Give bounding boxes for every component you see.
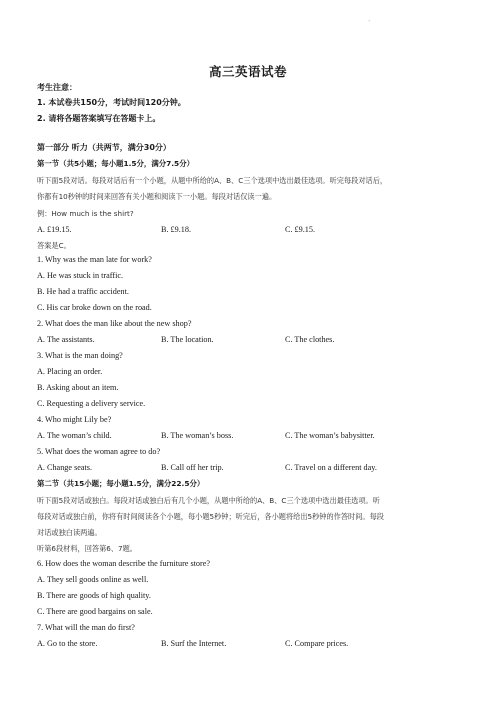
question-7: 7. What will the man do first?	[37, 623, 135, 632]
section2-heading: 第二节（共15小题；每小题1.5分，满分22.5分）	[37, 479, 205, 488]
question-4-option-b: B. The woman’s boss.	[161, 431, 234, 440]
question-7-option-b: B. Surf the Internet.	[161, 639, 227, 648]
example-option-a: A. £19.15.	[37, 225, 72, 234]
question-5-option-b: B. Call off her trip.	[161, 463, 224, 472]
question-5-option-c: C. Travel on a different day.	[285, 463, 377, 472]
question-2: 2. What does the man like about the new shop?	[37, 319, 192, 328]
notice-item-1: 1. 本试卷共150分，考试时间120分钟。	[37, 98, 186, 107]
question-4-option-c: C. The woman’s babysitter.	[285, 431, 375, 440]
question-2-option-b: B. The location.	[161, 335, 214, 344]
notice-heading: 考生注意：	[37, 83, 77, 92]
section2-instructions-line1: 听下面5段对话或独白。每段对话或独白后有几个小题，从题中所给的A、B、C三个选项中选出最佳选项。听	[37, 496, 380, 505]
question-2-option-c: C. The clothes.	[285, 335, 335, 344]
example-option-c: C. £9.15.	[285, 225, 316, 234]
question-5-option-a: A. Change seats.	[37, 463, 93, 472]
question-1-option-a: A. He was stuck in traffic.	[37, 271, 124, 280]
example-question: 例：How much is the shirt?	[37, 209, 134, 218]
question-5: 5. What does the woman agree to do?	[37, 447, 161, 456]
question-3: 3. What is the man doing?	[37, 351, 123, 360]
question-3-option-c: C. Requesting a delivery service.	[37, 399, 146, 408]
question-6: 6. How does the woman describe the furniture store?	[37, 559, 211, 568]
part1-heading: 第一部分 听力（共两节，满分30分）	[37, 143, 171, 152]
corner-mark: 、	[368, 17, 375, 23]
section2-instructions-line2: 每段对话或独白前，你将有时间阅读各个小题，每小题5秒钟；听完后，各小题将给出5秒钟的作答时间。每段	[37, 512, 384, 521]
section1-heading: 第一节（共5小题；每小题1.5分，满分7.5分）	[37, 159, 194, 168]
example-answer: 答案是C。	[37, 241, 71, 250]
question-7-option-a: A. Go to the store.	[37, 639, 98, 648]
page-title: 高三英语试卷	[208, 64, 287, 79]
question-6-option-b: B. There are goods of high quality.	[37, 591, 151, 600]
notice-item-2: 2. 请将各题答案填写在答题卡上。	[37, 114, 161, 123]
question-2-option-a: A. The assistants.	[37, 335, 95, 344]
question-6-option-c: C. There are good bargains on sale.	[37, 607, 153, 616]
example-option-b: B. £9.18.	[161, 225, 192, 234]
section1-instructions-line2: 你都有10秒钟的时间来回答有关小题和阅读下一小题。每段对话仅读一遍。	[37, 192, 277, 201]
material-note: 听第6段材料，回答第6、7题。	[37, 544, 137, 553]
question-7-option-c: C. Compare prices.	[285, 639, 349, 648]
question-6-option-a: A. They sell goods online as well.	[37, 575, 149, 584]
question-4-option-a: A. The woman’s child.	[37, 431, 112, 440]
section2-instructions-line3: 对话或独白读两遍。	[37, 528, 102, 537]
question-1: 1. Why was the man late for work?	[37, 255, 152, 264]
question-1-option-c: C. His car broke down on the road.	[37, 303, 152, 312]
question-1-option-b: B. He had a traffic accident.	[37, 287, 129, 296]
section1-instructions-line1: 听下面5段对话。每段对话后有一个小题，从题中所给的A、B、C三个选项中选出最佳选项。听完每段对话后，	[37, 176, 388, 185]
question-4: 4. Who might Lily be?	[37, 415, 112, 424]
question-3-option-b: B. Asking about an item.	[37, 383, 119, 392]
question-3-option-a: A. Placing an order.	[37, 367, 103, 376]
